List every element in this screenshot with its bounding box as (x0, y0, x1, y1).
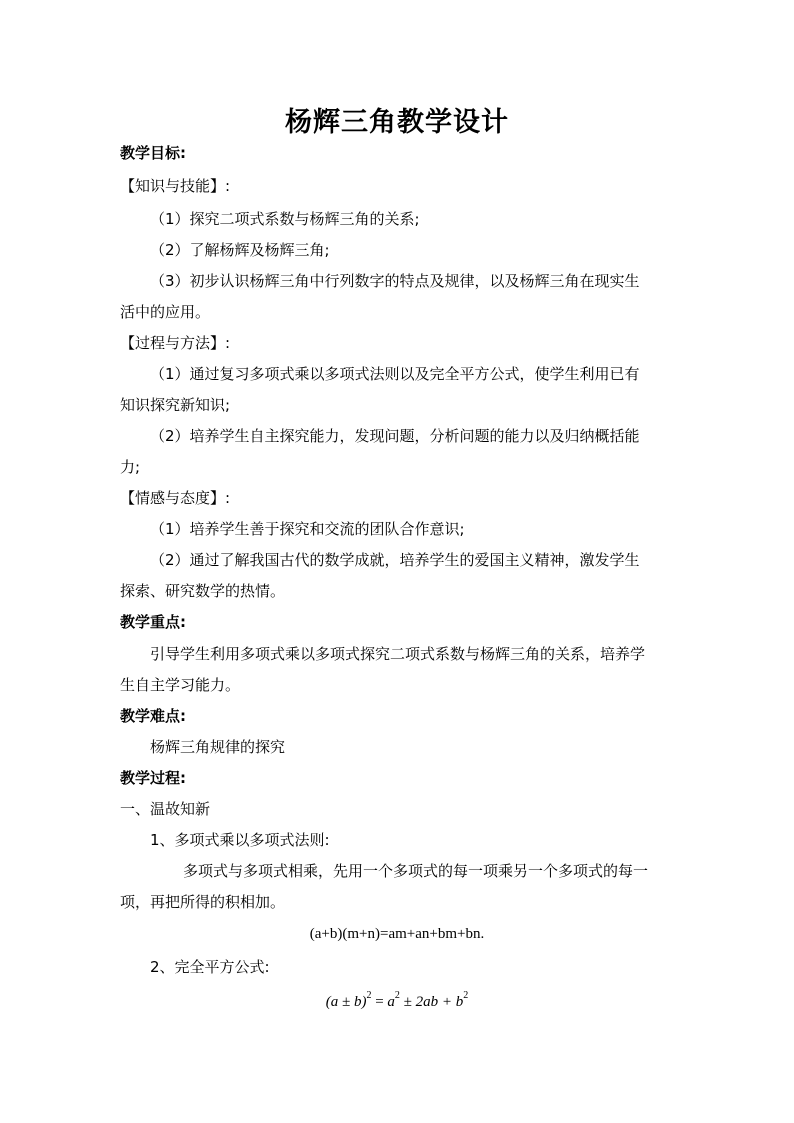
section-heading: 一、温故知新 (120, 800, 211, 818)
paragraph: 探索、研究数学的热情。 (120, 582, 286, 600)
paragraph: 生自主学习能力。 (120, 676, 241, 694)
formula-polynomial-product: (a+b)(m+n)=am+an+bm+bn. (309, 926, 485, 942)
formula-equals: = (371, 994, 388, 1010)
formula-exponent: 2 (366, 990, 372, 1001)
formula-term: a (387, 994, 395, 1010)
subheading-emotion-attitude: 【情感与态度】: (120, 489, 231, 507)
paragraph: 知识探究新知识; (120, 396, 231, 414)
paragraph: 力; (120, 458, 141, 476)
formula-perfect-square (0, 990, 794, 1011)
paragraph: （1）通过复习多项式乘以多项式法则以及完全平方公式，使学生利用已有 (150, 365, 640, 383)
paragraph: 多项式与多项式相乘，先用一个多项式的每一项乘另一个多项式的每一 (183, 862, 649, 880)
paragraph: （2）通过了解我国古代的数学成就，培养学生的爱国主义精神，激发学生 (150, 551, 640, 569)
heading-difficult-points: 教学难点: (120, 707, 186, 725)
formula-exponent: 2 (394, 990, 400, 1001)
paragraph: 杨辉三角规律的探究 (150, 738, 286, 756)
paragraph: （2）了解杨辉及杨辉三角; (150, 241, 330, 259)
heading-key-points: 教学重点: (120, 613, 186, 631)
paragraph: （3）初步认识杨辉三角中行列数字的特点及规律，以及杨辉三角在现实生 (150, 272, 640, 290)
subsection-heading: 1、多项式乘以多项式法则: (150, 831, 330, 849)
paragraph: （1）培养学生善于探究和交流的团队合作意识; (150, 520, 465, 538)
heading-teaching-process: 教学过程: (120, 769, 186, 787)
formula-term: ± 2ab + (399, 994, 456, 1010)
subheading-process-method: 【过程与方法】: (120, 334, 231, 352)
subheading-knowledge-skills: 【知识与技能】: (120, 177, 231, 195)
subsection-heading: 2、完全平方公式: (150, 958, 270, 976)
paragraph: 活中的应用。 (120, 303, 211, 321)
paragraph: （2）培养学生自主探究能力，发现问题，分析问题的能力以及归纳概括能 (150, 427, 640, 445)
formula-exponent: 2 (463, 990, 469, 1001)
paragraph: （1）探究二项式系数与杨辉三角的关系; (150, 210, 420, 228)
formula-term: b (455, 994, 464, 1010)
paragraph: 项，再把所得的积相加。 (120, 893, 286, 911)
heading-objectives: 教学目标: (120, 144, 186, 162)
page-title: 杨辉三角教学设计 (285, 107, 509, 138)
formula-lhs: (a ± b) (325, 994, 367, 1010)
paragraph: 引导学生利用多项式乘以多项式探究二项式系数与杨辉三角的关系，培养学 (150, 645, 646, 663)
